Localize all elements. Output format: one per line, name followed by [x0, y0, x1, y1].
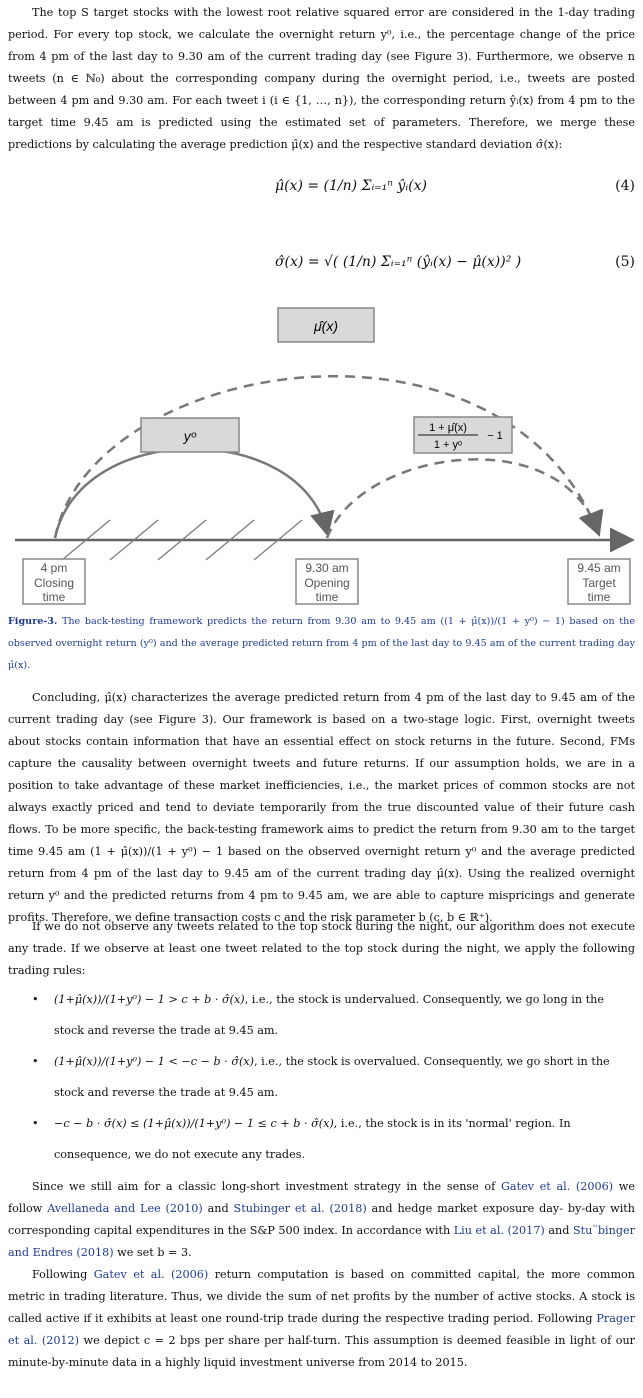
figure-3-backtesting-diagram	[0, 300, 643, 608]
svg-text:9.45 am: 9.45 am	[577, 561, 621, 575]
box-target-return	[414, 417, 512, 453]
citation-gatev-2006[interactable]: Gatev et al. (2006)	[500, 1180, 614, 1193]
rule-description: , i.e., the stock is undervalued. Consequently, we go long in the stock and reverse the trade at 9.45 am.	[54, 993, 604, 1037]
rule-description: , i.e., the stock is in its 'normal' region. In consequence, we do not execute any trades.	[54, 1117, 571, 1161]
text-segment: Following	[32, 1268, 94, 1281]
label-930am-opening	[296, 559, 358, 604]
rule-overvalued	[8, 1046, 635, 1108]
rule-normal-region	[8, 1108, 635, 1170]
rule-condition: −c − b · σ̂(x) ≤ (1+μ̂(x))/(1+y⁰) − 1 ≤ c + b · σ̂(x)	[54, 1117, 334, 1130]
text-segment: Since we still aim for a classic long-short investment strategy in the sense of	[32, 1180, 501, 1193]
citation-gatev-2006[interactable]: Gatev et al. (2006)	[93, 1268, 209, 1281]
svg-text:Opening: Opening	[304, 576, 350, 590]
paragraph-trading-rules-intro: If we do not observe any tweets related to the top stock during the night, our algorithm does not execute any trade. If we observe at least one tweet related to the top stock during the night, we apply the following trading rules:	[8, 920, 635, 977]
svg-text:yᵒ: yᵒ	[183, 428, 197, 444]
citation-prager-2012[interactable]: Prager et al. (2012)	[8, 1312, 635, 1347]
svg-text:− 1: − 1	[487, 430, 503, 442]
svg-text:1 + μ̂(x): 1 + μ̂(x)	[429, 422, 467, 434]
trading-rules-list	[8, 984, 635, 1170]
equation-mean: μ̂(x) = (1/n) Σᵢ₌₁ⁿ ŷᵢ(x)	[275, 178, 427, 194]
paragraph-long-short	[8, 1176, 635, 1264]
figure-3-caption	[8, 611, 635, 677]
text-segment: return computation is based on committed capital, the more common metric in trading literature. Thus, we divide the sum of net profits by the number of active stocks. A stock is called active if it exhibits at least one round-trip trade during the respective trading period. Following	[8, 1268, 635, 1325]
text-segment: and	[202, 1202, 234, 1215]
equation-number-5: (5)	[615, 254, 635, 270]
bullet-icon: •	[32, 1117, 39, 1130]
svg-text:μ̂(x): μ̂(x)	[314, 318, 338, 334]
arc-target-dashed	[327, 459, 598, 538]
svg-text:9.30 am: 9.30 am	[305, 561, 349, 575]
paragraph-intro: The top S target stocks with the lowest root relative squared error are considered in the 1-day trading period. For every top stock, we calculate the overnight return y⁰, i.e., the percentage change of the price from 4 pm of the last day to 9.30 am of the current trading day (see Figure 3). Furthermore, we observe n tweets (n ∈ ℕ₀) about the corresponding company during the overnight period, i.e., tweets are posted between 4 pm and 9.30 am. For each tweet i (i ∈ {1, …, n}), the corresponding return ŷᵢ(x) from 4 pm to the target time 9.45 am is predicted using the estimated set of parameters. Therefore, we merge these predictions by calculating the average prediction μ̂(x) and the respective standard deviation σ̂(x):	[8, 6, 635, 151]
paragraph-return-computation	[8, 1264, 635, 1374]
svg-text:time: time	[587, 590, 611, 604]
citation-stubinger-endres-2018[interactable]: Stu¨binger and Endres (2018)	[8, 1224, 635, 1259]
caption-label: Figure-3.	[8, 616, 58, 627]
text-segment: we depict c = 2 bps per share per half-turn. This assumption is deemed feasible in light of our minute-by-minute data in a highly liquid investment universe from 2014 to 2015.	[8, 1334, 635, 1369]
svg-text:1 + yᵒ: 1 + yᵒ	[433, 439, 463, 451]
paragraph-concluding: Concluding, μ̂(x) characterizes the average predicted return from 4 pm of the last day to 9.45 am of the current trading day (see Figure 3). Our framework is based on a two-stage logic. First, overnight tweets about stocks contain information that have an essential effect on stock returns in the future. Second, FMs capture the causality between overnight tweets and future returns. If our assumption holds, we are in a position to take advantage of these market inefficiencies, i.e., the market prices of common stocks are not always exactly priced and tend to deviate temporarily from the true discounted value of their future cash flows. To be more specific, the back-testing framework aims to predict the return from 9.30 am to the target time 9.45 am (1 + μ̂(x))/(1 + y⁰) − 1 based on the observed overnight return y⁰ and the average predicted return from 4 pm of the last day to 9.45 am of the current trading day μ̂(x). Using the realized overnight return y⁰ and the predicted returns from 4 pm to 9.45 am, we are able to capture mispricings and generate profits. Therefore, we define transaction costs c and the risk parameter b (c, b ∈ ℝ⁺).	[8, 691, 635, 924]
label-4pm-closing	[23, 559, 85, 604]
rule-condition: (1+μ̂(x))/(1+y⁰) − 1 < −c − b · σ̂(x)	[54, 1055, 255, 1068]
citation-liu-2017[interactable]: Liu et al. (2017)	[453, 1224, 545, 1237]
citation-avellaneda-lee-2010[interactable]: Avellaneda and Lee (2010)	[47, 1202, 203, 1215]
bullet-icon: •	[32, 1055, 39, 1068]
svg-text:time: time	[315, 590, 339, 604]
text-segment: we follow	[8, 1180, 635, 1215]
caption-text: The back-testing framework predicts the return from 9.30 am to 9.45 am ((1 + μ̂(x))/(1 + y⁰) − 1) based on the observed overnight return (y⁰) and the average predicted return from 4 pm of the last day to 9.45 am of the current trading day μ̂(x).	[8, 616, 635, 671]
box-mu	[278, 308, 374, 342]
rule-description: , i.e., the stock is overvalued. Consequently, we go short in the stock and reverse the trade at 9.45 am.	[54, 1055, 610, 1099]
label-945am-target	[568, 559, 630, 604]
rule-undervalued	[8, 984, 635, 1046]
equation-number-4: (4)	[615, 178, 635, 194]
svg-text:Target: Target	[582, 576, 616, 590]
svg-text:4 pm: 4 pm	[40, 561, 68, 575]
svg-text:Closing: Closing	[33, 576, 75, 590]
text-segment: we set b = 3.	[113, 1246, 192, 1259]
equation-stddev: σ̂(x) = √( (1/n) Σᵢ₌₁ⁿ (ŷᵢ(x) − μ̂(x))² )	[275, 254, 522, 270]
box-overnight-return	[141, 418, 239, 452]
citation-stubinger-2018[interactable]: Stubinger et al. (2018)	[233, 1202, 367, 1215]
bullet-icon: •	[32, 993, 39, 1006]
text-segment: and	[544, 1224, 573, 1237]
svg-text:time: time	[42, 590, 66, 604]
text-segment: and hedge market exposure day- by-day with corresponding capital expenditures in the S&P 500 index. In accordance with	[8, 1202, 635, 1237]
rule-condition: (1+μ̂(x))/(1+y⁰) − 1 > c + b · σ̂(x)	[54, 993, 245, 1006]
